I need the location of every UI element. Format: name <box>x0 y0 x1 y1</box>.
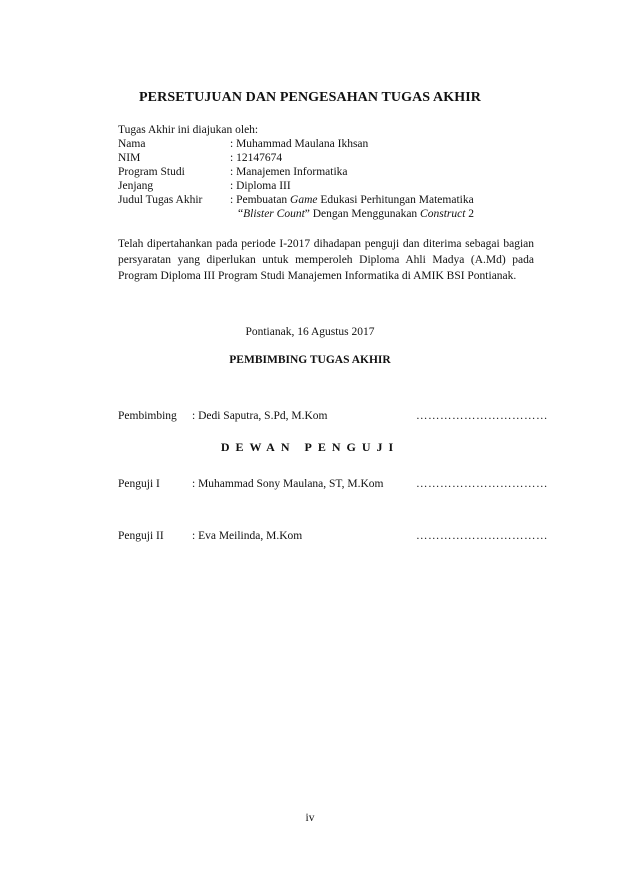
field-judul-value-line1 <box>230 194 474 206</box>
penguji2-signature-line: …………………………… <box>416 530 548 542</box>
field-judul <box>118 194 474 206</box>
field-jenjang-label: Jenjang <box>118 180 154 192</box>
pembimbing-label: Pembimbing <box>118 410 177 422</box>
judul-quote-open: “ <box>238 208 244 220</box>
page-number: iv <box>305 812 315 824</box>
field-nim <box>118 152 282 164</box>
penguji1-signature-line: …………………………… <box>416 478 548 490</box>
judul-construct-italic: Construct <box>420 208 466 220</box>
penguji1-label: Penguji I <box>118 478 160 490</box>
field-jenjang-value: : Diploma III <box>230 180 291 192</box>
penguji1-name: : Muhammad Sony Maulana, ST, M.Kom <box>192 478 384 490</box>
field-judul-value-line2 <box>238 208 474 220</box>
judul-blister-italic: Blister Count <box>243 208 305 220</box>
field-judul-label: Judul Tugas Akhir <box>118 194 203 206</box>
pembimbing-signature-line: …………………………… <box>416 410 548 422</box>
penguji2-name: : Eva Meilinda, M.Kom <box>192 530 303 542</box>
field-nama <box>118 138 368 150</box>
penguji2-row <box>118 530 302 542</box>
intro-text: Tugas Akhir ini diajukan oleh: <box>118 124 259 136</box>
pembimbing-name: : Dedi Saputra, S.Pd, M.Kom <box>192 410 328 422</box>
dewan-penguji-heading: DEWAN PENGUJI <box>220 440 400 454</box>
document-title: PERSETUJUAN DAN PENGESAHAN TUGAS AKHIR <box>139 90 481 105</box>
field-prodi <box>118 166 348 178</box>
penguji2-label: Penguji II <box>118 530 164 542</box>
field-nama-label: Nama <box>118 138 146 150</box>
field-jenjang <box>118 180 291 192</box>
field-nama-value: : Muhammad Maulana Ikhsan <box>230 138 369 150</box>
field-prodi-label: Program Studi <box>118 166 185 178</box>
place-date: Pontianak, 16 Agustus 2017 <box>245 326 375 338</box>
judul-prefix: : Pembuatan <box>230 194 291 206</box>
judul-middle: ” Dengan Menggunakan <box>304 208 421 220</box>
pembimbing-heading: PEMBIMBING TUGAS AKHIR <box>229 354 391 366</box>
judul-suffix: Edukasi Perhitungan Matematika <box>317 194 474 206</box>
judul-game-italic: Game <box>290 194 318 206</box>
field-nim-label: NIM <box>118 152 141 164</box>
field-prodi-value: : Manajemen Informatika <box>230 166 348 178</box>
field-nim-value: : 12147674 <box>230 152 283 164</box>
judul-line2-suffix: 2 <box>465 208 475 220</box>
penguji1-row <box>118 478 383 490</box>
pembimbing-row <box>118 410 327 422</box>
approval-paragraph: Telah dipertahankan pada periode I-2017 dihadapan penguji dan diterima sebagai bagian persyaratan yang diperlukan untuk memperoleh Diploma Ahli Madya (A.Md) pada Program Diploma III Program Studi Manajemen Informatika di AMIK BSI Pontianak. <box>118 238 534 282</box>
